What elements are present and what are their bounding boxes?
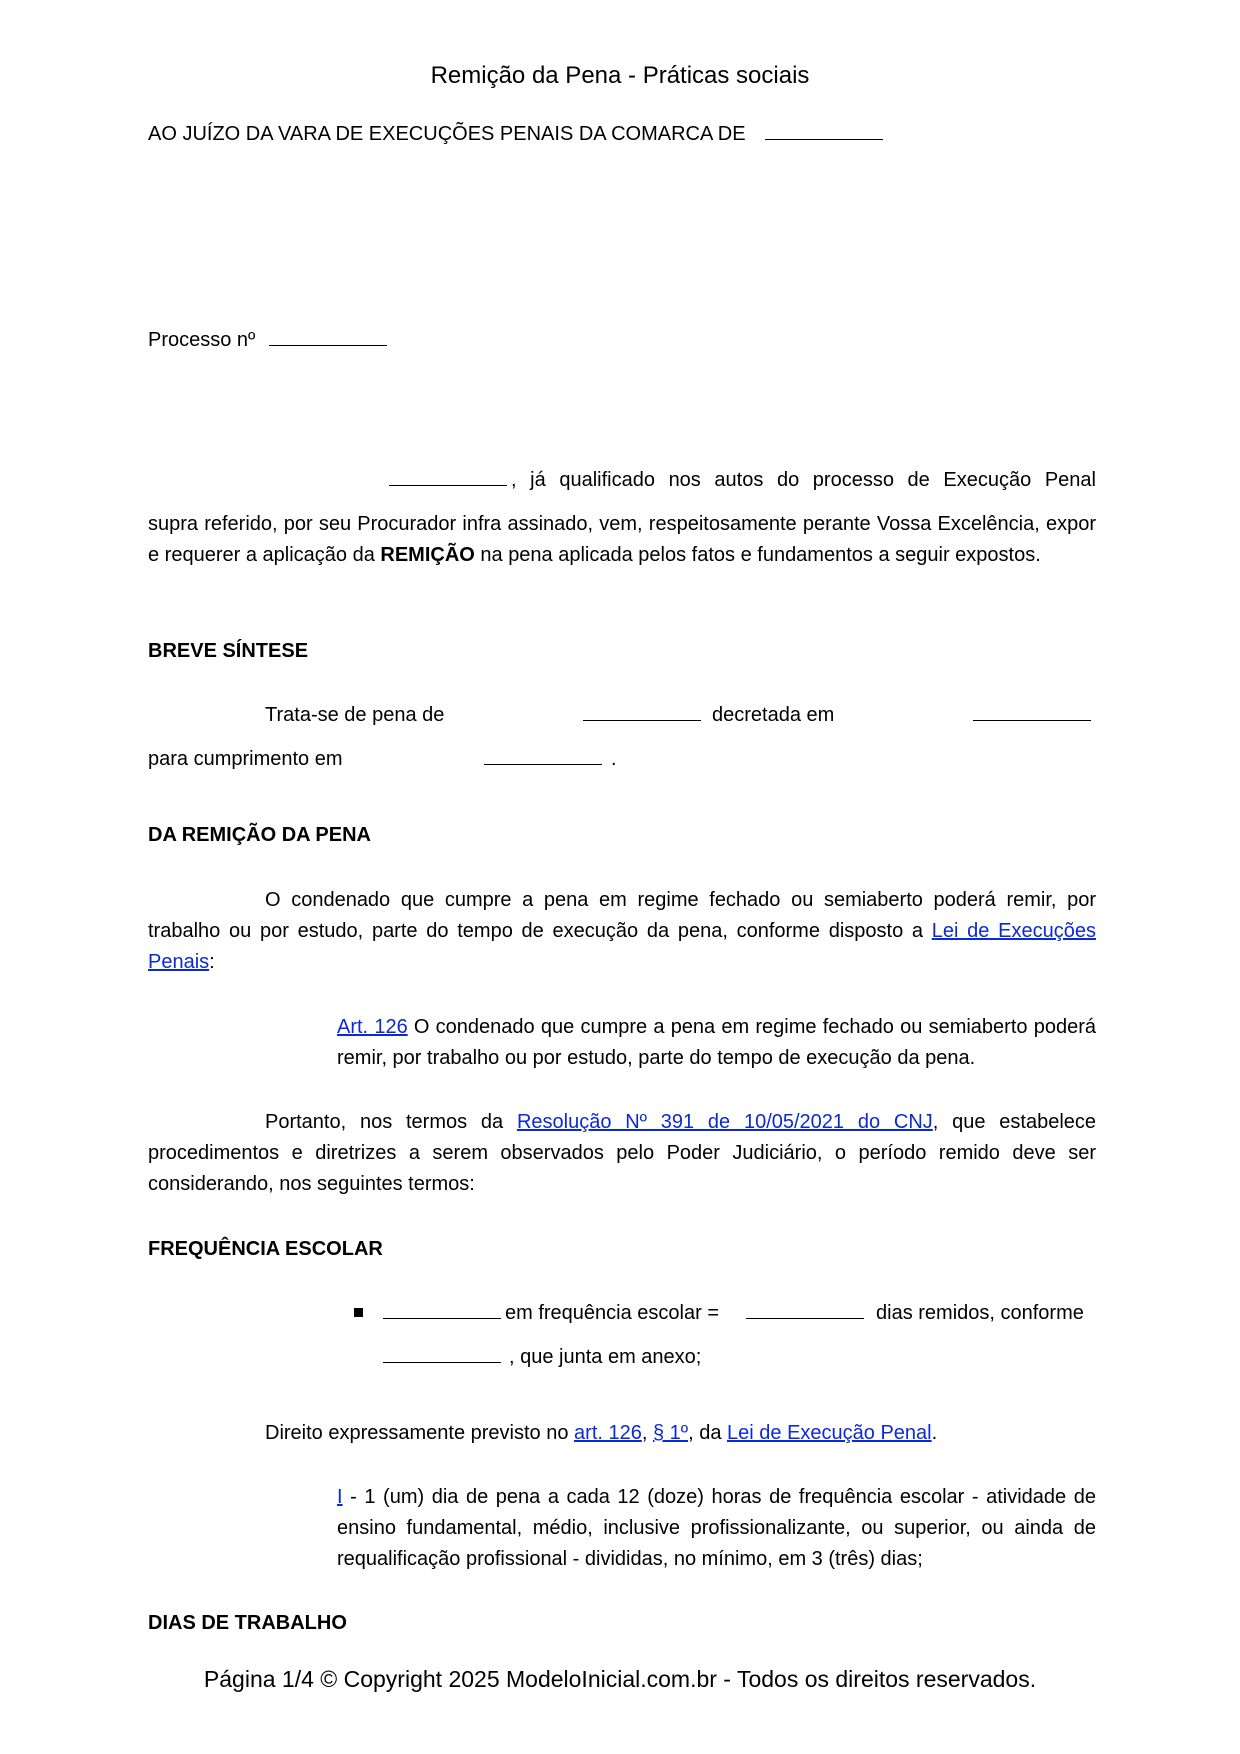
comarca-blank[interactable] (765, 121, 883, 140)
heading-frequencia-escolar: FREQUÊNCIA ESCOLAR (148, 1238, 383, 1260)
dias-remidos-blank[interactable] (746, 1298, 864, 1329)
remicao-paragraph-2 (148, 1107, 1096, 1200)
sintese-label-2: decretada em (712, 704, 835, 726)
direito-text-a: Direito expressamente previsto no (265, 1422, 575, 1444)
link-resolucao-cnj[interactable]: Resolução Nº 391 de 10/05/2021 do CNJ (516, 1111, 933, 1133)
sintese-label-1: Trata-se de pena de (265, 704, 445, 726)
direito-text-c: . (931, 1422, 938, 1444)
process-label: Processo nº (148, 329, 256, 351)
heading-dias-trabalho: DIAS DE TRABALHO (148, 1612, 347, 1634)
pena-blank[interactable] (583, 700, 701, 731)
party-name-blank[interactable] (389, 467, 507, 486)
frequencia-text-2: dias remidos, conforme (876, 1302, 1084, 1324)
heading-remicao-pena: DA REMIÇÃO DA PENA (148, 824, 371, 846)
document-title: Remição da Pena - Práticas sociais (430, 62, 810, 89)
direito-text-b: , da (688, 1422, 728, 1444)
sintese-label-3: para cumprimento em (148, 748, 343, 770)
remicao-text-2b: , que estabelece procedimentos e diretrizes a serem observados pelo Poder Judiciário, o período remido deve ser considerando, nos seguintes termos: (148, 1111, 1097, 1195)
process-number (148, 325, 387, 356)
sintese-end: . (611, 748, 617, 770)
heading-breve-sintese: BREVE SÍNTESE (148, 640, 309, 662)
link-inciso-i[interactable]: I (337, 1486, 343, 1508)
decretada-blank[interactable] (973, 700, 1091, 731)
direito-previsto (265, 1418, 937, 1449)
remicao-text-1: O condenado que cumpre a pena em regime fechado ou semiaberto poderá remir, por trabalho ou por estudo, parte do tempo de execução da pena, conforme disposto a (148, 889, 1096, 942)
intro-paragraph (148, 509, 1096, 571)
cumprimento-blank[interactable] (484, 744, 602, 775)
court-address-text: AO JUÍZO DA VARA DE EXECUÇÕES PENAIS DA COMARCA DE (148, 123, 746, 145)
intro-first-line (389, 465, 1096, 496)
frequencia-text-1: em frequência escolar = (505, 1302, 720, 1324)
remicao-text-2a: Portanto, nos termos da (265, 1111, 517, 1133)
page-footer: Página 1/4 © Copyright 2025 ModeloInicial.com.br - Todos os direitos reservados. (203, 1666, 1037, 1692)
inciso-text: - 1 (um) dia de pena a cada 12 (doze) horas de frequência escolar - atividade de ensino fundamental, médio, inclusive profissionalizante, ou superior, ou ainda de requalificação profissional - divididas, no mínimo, em 3 (três) dias; (337, 1486, 1096, 1570)
link-lei-execucao-penal[interactable]: Lei de Execução Penal (727, 1422, 932, 1444)
remicao-paragraph-1 (148, 885, 1096, 978)
link-lei-execucoes-penais[interactable]: Lei de Execuções Penais (148, 920, 1096, 973)
direito-sep: , (641, 1422, 653, 1444)
inciso-i (337, 1482, 1096, 1575)
intro-text-1: supra referido, por seu Procurador infra assinado, vem, respeitosamente perante Vossa Excelência, expor e requerer a aplicação da (148, 513, 1096, 566)
process-number-blank[interactable] (269, 327, 387, 346)
link-art-126[interactable]: Art. 126 (337, 1016, 408, 1038)
court-address (148, 119, 883, 150)
documento-blank[interactable] (383, 1342, 501, 1373)
intro-text-2: na pena aplicada pelos fatos e fundamentos a seguir expostos. (474, 544, 1041, 566)
link-art-126-lep[interactable]: art. 126 (574, 1422, 642, 1444)
link-paragrafo-1[interactable]: § 1º (653, 1422, 689, 1444)
quote-art-126 (337, 1012, 1096, 1074)
remicao-text-1-end: : (209, 951, 215, 973)
intro-line1: , já qualificado nos autos do processo de Execução Penal (511, 469, 1096, 491)
frequencia-text-3: , que junta em anexo; (509, 1346, 702, 1368)
quote-text: O condenado que cumpre a pena em regime fechado ou semiaberto poderá remir, por trabalho ou por estudo, parte do tempo de execução da pena. (337, 1016, 1096, 1069)
horas-blank[interactable] (383, 1298, 501, 1329)
intro-bold-remicao: REMIÇÃO (380, 544, 475, 566)
bullet-icon (354, 1308, 363, 1317)
